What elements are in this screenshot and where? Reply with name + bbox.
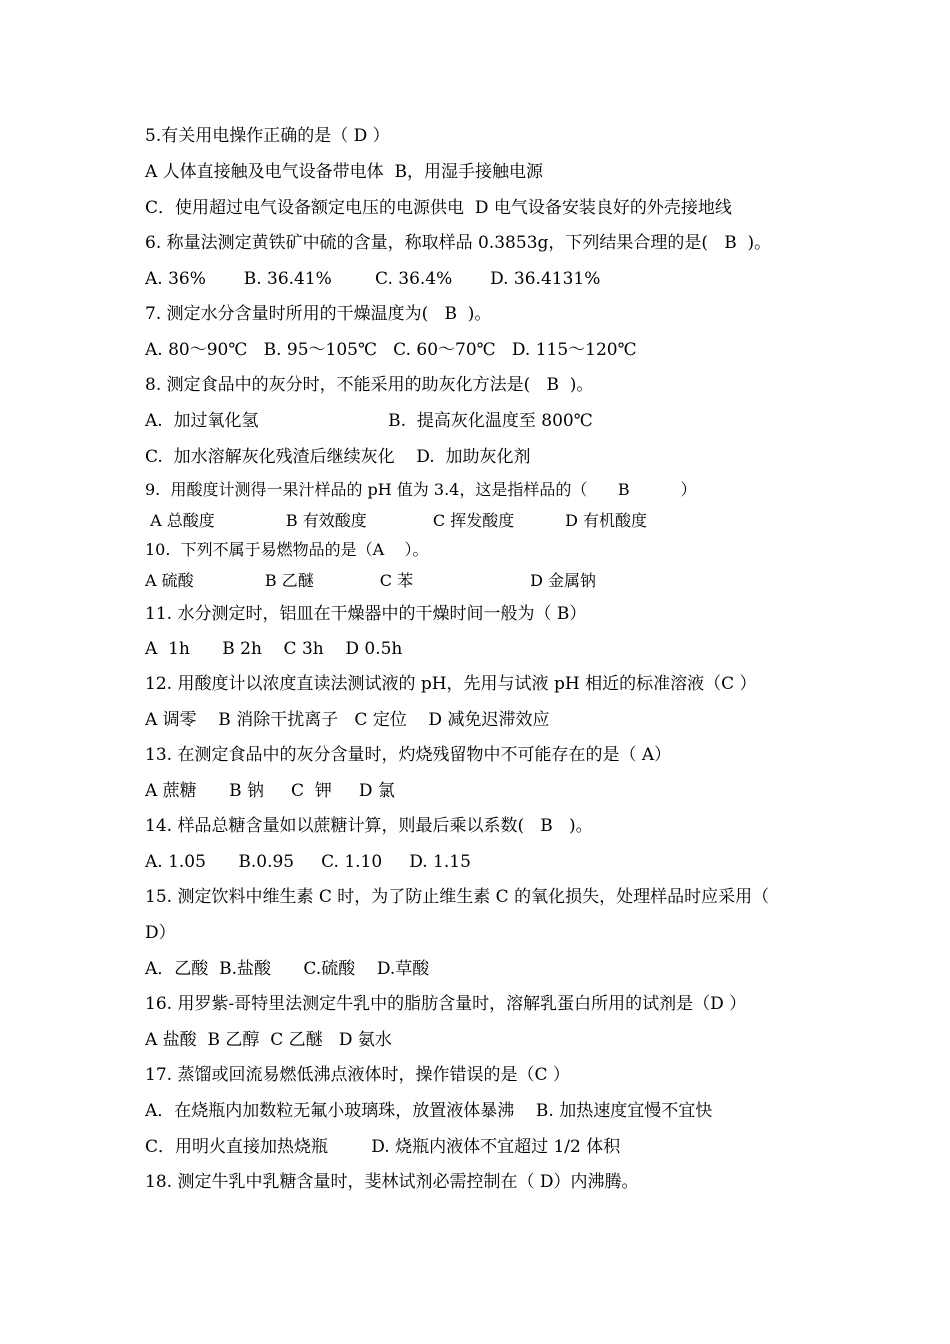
q5-options-line2: C．使用超过电气设备额定电压的电源供电 D 电气设备安装良好的外壳接地线 bbox=[145, 198, 732, 218]
q7-stem: 7. 测定水分含量时所用的干燥温度为( B )。 bbox=[145, 304, 492, 324]
q6-stem: 6. 称量法测定黄铁矿中硫的含量，称取样品 0.3853g，下列结果合理的是( B )。 bbox=[145, 233, 772, 253]
q15-options: A．乙酸 B.盐酸 C.硫酸 D.草酸 bbox=[145, 959, 430, 979]
q8-options-line1: A. 加过氧化氢 B. 提高灰化温度至 800℃ bbox=[145, 411, 593, 431]
q17-stem: 17. 蒸馏或回流易燃低沸点液体时，操作错误的是（C ） bbox=[145, 1065, 570, 1085]
q17-options-line2: C．用明火直接加热烧瓶 D. 烧瓶内液体不宜超过 1/2 体积 bbox=[145, 1137, 621, 1157]
q12-options: A 调零 B 消除干扰离子 C 定位 D 减免迟滞效应 bbox=[145, 710, 550, 730]
q14-options: A. 1.05 B.0.95 C. 1.10 D. 1.15 bbox=[145, 852, 471, 872]
q15-stem-cont: D） bbox=[145, 923, 176, 943]
q9-options: A 总酸度 B 有效酸度 C 挥发酸度 D 有机酸度 bbox=[145, 511, 647, 530]
q17-options-line1: A．在烧瓶内加数粒无氟小玻璃珠，放置液体暴沸 B. 加热速度宜慢不宜快 bbox=[145, 1101, 713, 1121]
q5-stem: 5.有关用电操作正确的是（ D ） bbox=[145, 126, 390, 146]
q16-options: A 盐酸 B 乙醇 C 乙醚 D 氨水 bbox=[145, 1030, 392, 1050]
q9-stem: 9. 用酸度计测得一果汁样品的 pH 值为 3.4，这是指样品的（ B ） bbox=[145, 480, 697, 499]
q16-stem: 16. 用罗紫-哥特里法测定牛乳中的脂肪含量时，溶解乳蛋白所用的试剂是（D ） bbox=[145, 994, 747, 1014]
q11-options: A 1h B 2h C 3h D 0.5h bbox=[145, 639, 403, 659]
q15-stem: 15. 测定饮料中维生素 C 时，为了防止维生素 C 的氧化损失，处理样品时应采用（ bbox=[145, 887, 770, 907]
q8-stem: 8. 测定食品中的灰分时，不能采用的助灰化方法是( B )。 bbox=[145, 375, 594, 395]
q6-options: A. 36% B. 36.41% C. 36.4% D. 36.4131% bbox=[145, 269, 601, 289]
q18-stem: 18. 测定牛乳中乳糖含量时，斐林试剂必需控制在（ D）内沸腾。 bbox=[145, 1172, 639, 1192]
q10-stem: 10. 下列不属于易燃物品的是（A ）。 bbox=[145, 540, 429, 559]
q13-options: A 蔗糖 B 钠 C 钾 D 氯 bbox=[145, 781, 395, 801]
q8-options-line2: C. 加水溶解灰化残渣后继续灰化 D. 加助灰化剂 bbox=[145, 447, 531, 467]
q11-stem: 11. 水分测定时，铝皿在干燥器中的干燥时间一般为（ B） bbox=[145, 604, 587, 624]
q5-options-line1: A 人体直接触及电气设备带电体 B，用湿手接触电源 bbox=[145, 162, 543, 182]
q14-stem: 14. 样品总糖含量如以蔗糖计算，则最后乘以系数( B )。 bbox=[145, 816, 593, 836]
q13-stem: 13. 在测定食品中的灰分含量时，灼烧残留物中不可能存在的是（ A） bbox=[145, 745, 672, 765]
q7-options: A. 80～90℃ B. 95～105℃ C. 60～70℃ D. 115～120℃ bbox=[145, 340, 637, 360]
q12-stem: 12. 用酸度计以浓度直读法测试液的 pH，先用与试液 pH 相近的标准溶液（C ） bbox=[145, 674, 757, 694]
q10-options: A 硫酸 B 乙醚 C 苯 D 金属钠 bbox=[145, 571, 597, 590]
